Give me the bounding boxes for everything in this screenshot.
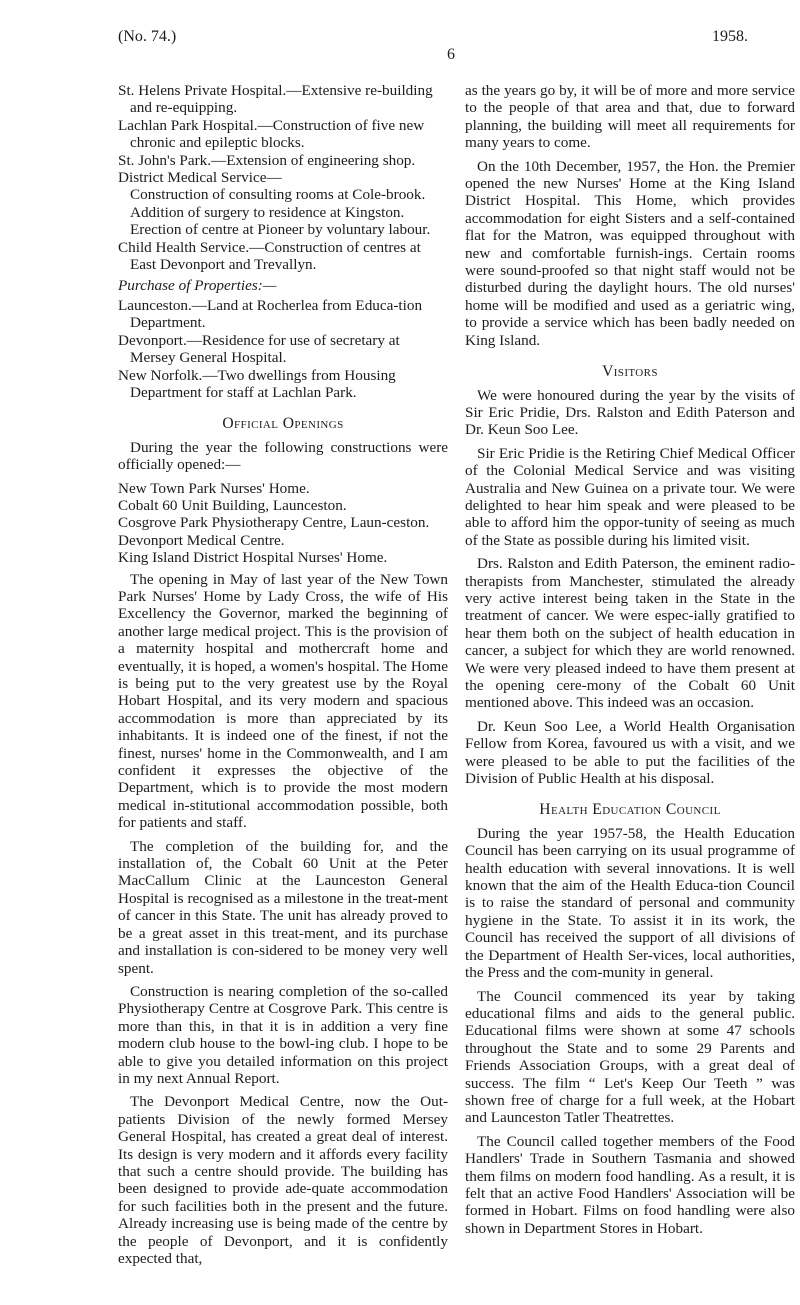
paragraph: Dr. Keun Soo Lee, a World Health Organisation Fellow from Korea, favoured us with a visit, and we were pleased to be able to put the facilities of the Division of Public Health at his disposal. <box>465 717 795 788</box>
list-item: New Town Park Nurses' Home. <box>118 479 310 497</box>
paragraph: Sir Eric Pridie is the Retiring Chief Medical Officer of the Colonial Medical Service and was visiting Australia and New Guinea on a private tour. We were delighted to hear him speak and were pleased to be able to afford him the oppor-tunity of seeing as much of the State as possible during his limited visit. <box>465 444 795 549</box>
paragraph: The completion of the building for, and the installation of, the Cobalt 60 Unit at the Peter MacCallum Clinic at the Launceston General Hospital is recognised as a milestone in the treat-ment of cancer in this State. The unit has already proved to be a great asset in this treat-ment, and its purchase and installation is con-sidered to be money very well spent. <box>118 837 448 977</box>
health-education-council-heading: Health Education Council <box>539 801 721 819</box>
list-item: Lachlan Park Hospital.—Construction of five new chronic and epileptic blocks. <box>118 116 425 152</box>
list-item: Addition of surgery to residence at Kingston. <box>130 203 405 221</box>
paragraph: On the 10th December, 1957, the Hon. the Premier opened the new Nurses' Home at the King Island District Hospital. This Home, which provides accommodation for eight Sisters and a self-contained flat for the Matron, was equipped throughout with new and comfortable furnish-ings. Certain rooms were sound-proofed so that night staff would not be disturbed during the daylight hours. The old nurses' home will be modified and used as a geriatric wing, to provide a service which has been badly needed on King Island. <box>465 157 795 349</box>
list-item: Cobalt 60 Unit Building, Launceston. <box>118 496 347 514</box>
paragraph: Drs. Ralston and Edith Paterson, the eminent radio-therapists from Manchester, stimulated the already very active interest being taken in the State in the treatment of cancer. We were espec-ially gratified to hear them both on the subject of health education in cancer, a subject for which they are world renowned. We were very pleased indeed to have them present at the opening cere-mony of the Cobalt 60 Unit mentioned above. This indeed was an occasion. <box>465 555 795 712</box>
paragraph: The Council called together members of the Food Handlers' Trade in Southern Tasmania and showed them films on modern food handling. As a result, it is felt that an active Food Handlers' Association will be formed in Hobart. Films on food handling were also shown in Department Stores in Hobart. <box>465 1132 795 1237</box>
list-item: Construction of consulting rooms at Cole-brook. <box>130 186 426 204</box>
works-list <box>118 82 448 273</box>
list-item: New Norfolk.—Two dwellings from Housing Department for staff at Lachlan Park. <box>118 366 396 401</box>
paragraph: Construction is nearing completion of the so-called Physiotherapy Centre at Cosgrove Park. This centre is more than this, in that it is in addition a very fine modern club house to the bowl-ing club. I hope to be able to give you detailed information on this project in my next Annual Report. <box>118 982 448 1087</box>
document-year: 1958. <box>712 28 748 45</box>
left-column <box>118 82 448 1273</box>
list-item: King Island District Hospital Nurses' Home. <box>118 549 388 567</box>
list-item: Child Health Service.—Construction of centres at East Devonport and Trevallyn. <box>118 238 421 274</box>
list-item: St. John's Park.—Extension of engineering shop. <box>118 151 416 169</box>
purchase-heading: Purchase of Properties:— <box>118 277 277 295</box>
list-item: Launceston.—Land at Rocherlea from Educa-tion Department. <box>118 296 423 332</box>
list-item: Devonport Medical Centre. <box>118 531 285 549</box>
paragraph: The Council commenced its year by taking educational films and aids to the general public. Educational films were shown at some 47 schools throughout the State and to some 29 Parents and Friends Association Groups, with a great deal of success. The film “ Let's Keep Our Teeth ” was shown free of charge for a full week, at the Hobart and Launceston Tatler Theatrettes. <box>465 987 795 1127</box>
openings-list <box>118 480 448 567</box>
paragraph: The Devonport Medical Centre, now the Out-patients Division of the newly formed Mersey General Hospital, has created a great deal of interest. Its design is very modern and it affords every facility that such a centre should provide. The building has been designed to provide ade-quate accommodation for such facilities both in the present and the future. Already increasing use is being made of the centre by the people of Devonport, and it is confidently expected that, <box>118 1093 448 1267</box>
list-item: Devonport.—Residence for use of secretary at Mersey General Hospital. <box>118 331 400 367</box>
paragraph: as the years go by, it will be of more and more service to the people of that area and that, due to forward planning, the building will meet all requirements for many years to come. <box>465 82 795 152</box>
document-number: (No. 74.) <box>118 28 177 45</box>
paragraph: During the year the following constructions were officially opened:— <box>118 438 448 474</box>
paragraph: We were honoured during the year by the visits of Sir Eric Pridie, Drs. Ralston and Edith Paterson and Dr. Keun Soo Lee. <box>465 386 795 439</box>
list-item: Cosgrove Park Physiotherapy Centre, Laun-ceston. <box>118 514 430 532</box>
right-column <box>465 82 795 1243</box>
paragraph: During the year 1957-58, the Health Education Council has been carrying on its usual programme of health education with several innovations. It is well known that the aim of the Health Educa-tion Council is to raise the standard of personal and community hygiene in the State. To assist it in its work, the Council has received the support of all divisions of the Department of Health Ser-vices, local authorities, the Press and the com-munity in general. <box>465 824 795 982</box>
list-item: Erection of centre at Pioneer by voluntary labour. <box>130 221 431 239</box>
paragraph: The opening in May of last year of the New Town Park Nurses' Home by Lady Cross, the wife of His Excellency the Governor, marked the beginning of another large medical project. This is the provision of a maternity hospital and mothercraft home and eventually, it is hoped, a women's hospital. The Home is being put to the very greatest use by the Royal Hobart Hospital, and its very modern and spacious accommodation is more than appreciated by its inhabitants. It is indeed one of the finest, if not the finest, nurses' home in the Commonwealth, and I am confident it expresses the objective of the Department, which is to provide the most modern medical in-stitutional accommodation possible, both for patients and staff. <box>118 570 448 832</box>
official-openings-heading: Official Openings <box>222 415 344 433</box>
page-number: 6 <box>447 46 455 63</box>
list-item: St. Helens Private Hospital.—Extensive re-building and re-equipping. <box>118 82 433 117</box>
purchase-list <box>118 297 448 401</box>
list-item: District Medical Service— <box>118 169 282 187</box>
visitors-heading: Visitors <box>602 363 658 381</box>
